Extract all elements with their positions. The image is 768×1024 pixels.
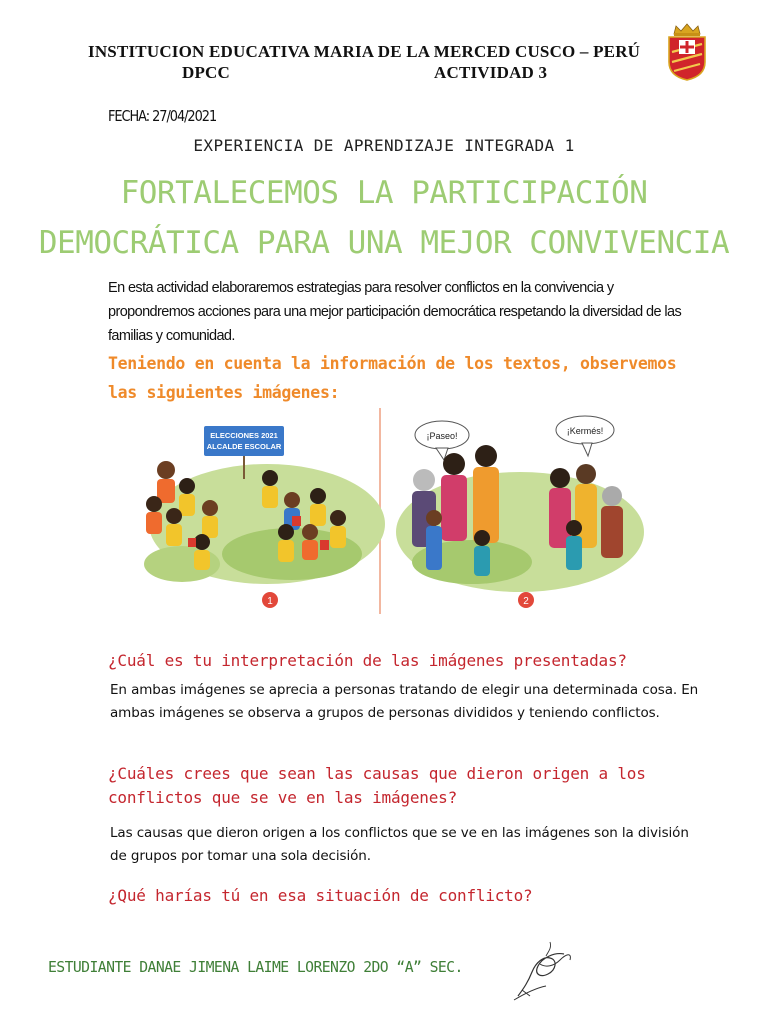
- school-shield-icon: [664, 22, 710, 82]
- bubble-kermes: ¡Kermés!: [566, 426, 604, 436]
- banner-line-2: ALCALDE ESCOLAR: [206, 442, 282, 451]
- image-1-number: 1: [267, 596, 273, 607]
- signature-icon: [510, 938, 578, 1002]
- election-scene: [144, 426, 385, 608]
- question-2: ¿Cuáles crees que sean las causas que dieron origen a los conflictos que se ve en las imágenes?: [108, 764, 646, 807]
- banner-line-1: ELECCIONES 2021: [210, 431, 278, 440]
- family-scene: [396, 416, 644, 608]
- answer-2: Las causas que dieron origen a los conflictos que se ve en las imágenes son la división de grupos por tomar una sola decisión.: [110, 825, 689, 864]
- course-name: DPCC: [182, 63, 231, 82]
- illustration-panel: [142, 404, 650, 620]
- question-3: ¿Qué harías tú en esa situación de conflicto?: [108, 886, 533, 905]
- instruction-heading: Teniendo en cuenta la información de los textos, observemos las siguientes imágenes:: [108, 354, 677, 402]
- activity-number: ACTIVIDAD 3: [434, 63, 548, 82]
- experience-subtitle: EXPERIENCIA DE APRENDIZAJE INTEGRADA 1: [193, 136, 575, 155]
- image-2-number: 2: [523, 596, 529, 607]
- bubble-paseo: ¡Paseo!: [426, 431, 458, 441]
- date-line: FECHA: 27/04/2021: [108, 107, 217, 125]
- intro-paragraph: En esta actividad elaboraremos estrategias para resolver conflictos en la convivencia y propondremos acciones para una mejor participación democrática respetando la diversidad de las familias y comunidad.: [108, 280, 682, 344]
- student-name: ESTUDIANTE DANAE JIMENA LAIME LORENZO 2DO “A” SEC.: [48, 958, 463, 976]
- page-title-line-1: FORTALECEMOS LA PARTICIPACIÓN: [120, 175, 648, 211]
- school-name: INSTITUCION EDUCATIVA MARIA DE LA MERCED CUSCO – PERÚ: [88, 42, 641, 61]
- answer-1: En ambas imágenes se aprecia a personas tratando de elegir una determinada cosa. En ambas imágenes se observa a grupos de personas divididos y teniendo conflictos.: [110, 682, 699, 721]
- question-1: ¿Cuál es tu interpretación de las imágenes presentadas?: [108, 651, 627, 670]
- page-title-line-2: DEMOCRÁTICA PARA UNA MEJOR CONVIVENCIA: [38, 225, 730, 261]
